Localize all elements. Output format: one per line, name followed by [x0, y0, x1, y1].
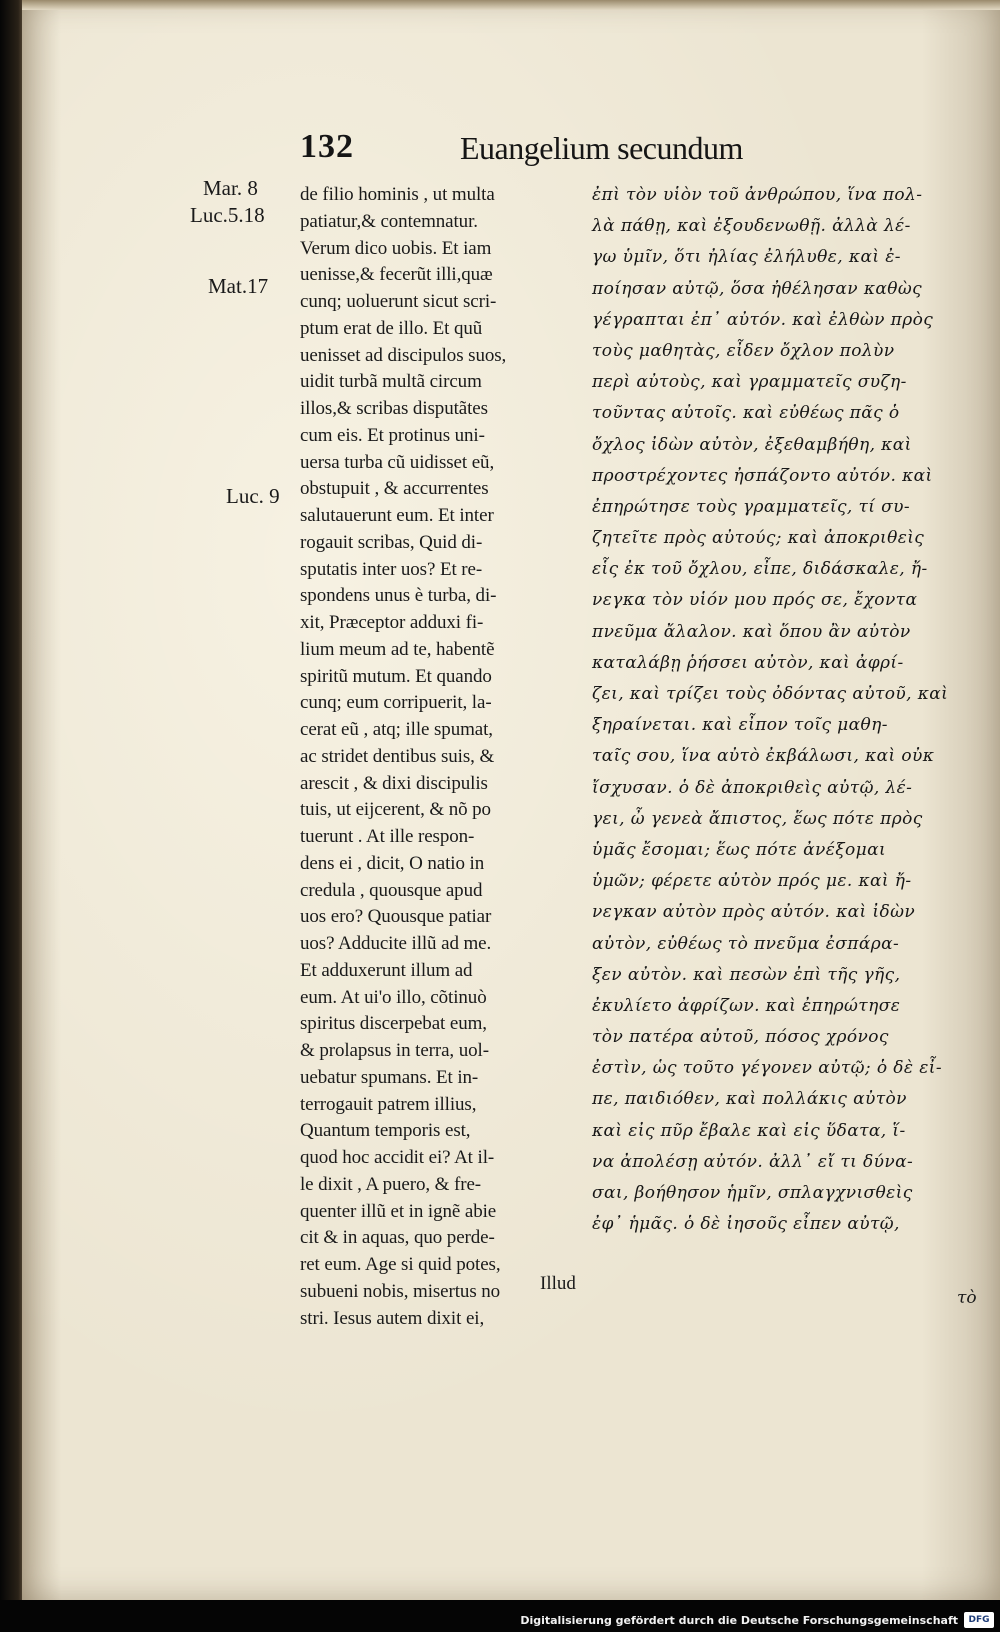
latin-line: terrogauit patrem illius,	[300, 1093, 477, 1115]
latin-line: eum. At ui'o illo, cõtinuò	[300, 986, 487, 1008]
greek-line: ἐπηρώτησε τοὺς γραμματεῖς, τί συ-	[592, 496, 911, 517]
page-header	[300, 128, 820, 184]
greek-line: πε, παιδιόθεν, καὶ πολλάκις αὐτὸν	[592, 1089, 907, 1110]
greek-line: γει, ὦ γενεὰ ἄπιστος, ἕως πότε πρὸς	[592, 808, 923, 829]
latin-line: ret eum. Age si quid potes,	[300, 1254, 501, 1275]
greek-line: τοῦντας αὐτοῖς. καὶ εὐθέως πᾶς ὁ	[592, 403, 900, 424]
latin-line: illos,& scribas disputãtes	[300, 398, 488, 419]
greek-signature: τὸ	[957, 1288, 977, 1308]
greek-line: αὐτὸν, εὐθέως τὸ πνεῦμα ἐσπάρα-	[592, 933, 900, 954]
latin-line: subueni nobis, misertus no	[300, 1280, 501, 1302]
latin-line: de filio hominis , ut multa	[300, 184, 495, 205]
catchword: Illud	[540, 1273, 576, 1294]
greek-line: γέγραπται ἐπ᾽ αὐτόν. καὶ ἐλθὼν πρὸς	[592, 309, 934, 330]
greek-line: καταλάβῃ ῥήσσει αὐτὸν, καὶ ἀφρί-	[592, 652, 904, 673]
greek-line: τὸν πατέρα αὐτοῦ, πόσος χρόνος	[592, 1027, 889, 1048]
latin-line: stri. Iesus autem dixit ei,	[300, 1307, 485, 1329]
page-top-edge	[22, 0, 1000, 10]
greek-line: περὶ αὐτοὺς, καὶ γραμματεῖς συζη-	[592, 372, 907, 393]
margin-ref-mat17: Mat.17	[208, 274, 269, 298]
latin-line: arescit , & dixi discipulis	[300, 772, 488, 794]
greek-line: ὄχλος ἰδὼν αὐτὸν, ἐξεθαμβήθη, καὶ	[592, 434, 912, 455]
greek-text-column	[592, 180, 972, 1240]
latin-line: spiritus discerpebat eum,	[300, 1013, 487, 1035]
greek-line: ἐστὶν, ὡς τοῦτο γέγονεν αὐτῷ; ὁ δὲ εἶ-	[592, 1058, 942, 1079]
latin-line: xit, Præceptor adduxi fi-	[300, 612, 484, 633]
latin-line: cerat eũ , atq; ille spumat,	[300, 719, 493, 740]
latin-line: uebatur spumans. Et in-	[300, 1066, 479, 1088]
latin-line: le dixit , A puero, & fre-	[300, 1173, 482, 1195]
greek-line: νεγκαν αὐτὸν πρὸς αὐτόν. καὶ ἰδὼν	[592, 902, 916, 923]
running-head: Euangelium secundum	[460, 130, 743, 166]
latin-line: quod hoc accidit ei? At il-	[300, 1147, 495, 1168]
latin-line: cunq; eum corripuerit, la-	[300, 692, 492, 714]
latin-line: uos ero? Quousque patiar	[300, 906, 492, 928]
greek-line: εἷς ἐκ τοῦ ὄχλου, εἶπε, διδάσκαλε, ἤ-	[592, 559, 928, 580]
margin-ref-mar8: Mar. 8	[203, 176, 258, 200]
greek-line: σαι, βοήθησον ἡμῖν, σπλαγχνισθεὶς	[592, 1183, 913, 1203]
latin-line: uidit turbã multã circum	[300, 371, 482, 393]
greek-line: ἐκυλίετο ἀφρίζων. καὶ ἐπηρώτησε	[592, 995, 901, 1016]
greek-line: καὶ εἰς πῦρ ἔβαλε καὶ εἰς ὕδατα, ἵ-	[592, 1120, 906, 1141]
latin-line: sputatis inter uos? Et re-	[300, 558, 483, 580]
latin-line: rogauit scribas, Quid di-	[300, 531, 483, 553]
latin-line: salutauerunt eum. Et inter	[300, 505, 494, 526]
latin-line: uenisset ad discipulos suos,	[300, 344, 507, 366]
latin-line: dens ei , dicit, O natio in	[300, 852, 485, 874]
latin-line: credula , quousque apud	[300, 879, 483, 901]
latin-text-column	[300, 182, 595, 1332]
greek-line: τοὺς μαθητὰς, εἶδεν ὄχλον πολὺν	[592, 340, 895, 361]
latin-line: Quantum temporis est,	[300, 1120, 471, 1142]
greek-line: ταῖς σου, ἵνα αὐτὸ ἐκβάλωσι, καὶ οὐκ	[592, 746, 935, 767]
greek-line: λὰ πάθῃ, καὶ ἐξουδενωθῇ. ἀλλὰ λέ-	[592, 216, 911, 237]
latin-line: quenter illũ et in ignẽ abie	[300, 1200, 497, 1222]
greek-line: νεγκα τὸν υἱόν μου πρός σε, ἔχοντα	[592, 590, 918, 611]
greek-line: ὑμᾶς ἔσομαι; ἕως πότε ἀνέξομαι	[592, 839, 887, 860]
latin-line: tuerunt . At ille respon-	[300, 826, 475, 847]
latin-line: spondens unus è turba, di-	[300, 585, 497, 607]
latin-line: Verum dico uobis. Et iam	[300, 237, 492, 259]
latin-line: lium meum ad te, habentẽ	[300, 638, 495, 660]
latin-line: & prolapsus in terra, uol-	[300, 1040, 489, 1061]
greek-line: ζητεῖτε πρὸς αὐτούς; καὶ ἀποκριθεὶς	[592, 528, 925, 549]
latin-line: uenisse,& fecerũt illi,quæ	[300, 264, 493, 286]
latin-line: cunq; uoluerunt sicut scri-	[300, 291, 497, 312]
latin-line: tuis, ut eijcerent, & nõ po	[300, 799, 491, 821]
latin-line: ac stridet dentibus suis, &	[300, 745, 495, 767]
latin-line: obstupuit , & accurrentes	[300, 478, 489, 500]
greek-line: ξεν αὐτὸν. καὶ πεσὼν ἐπὶ τῆς γῆς,	[592, 964, 901, 985]
latin-line: patiatur,& contemnatur.	[300, 210, 478, 232]
greek-line: να ἀπολέσῃ αὐτόν. ἀλλ᾽ εἴ τι δύνα-	[592, 1151, 914, 1172]
latin-line: cit & in aquas, quo perde-	[300, 1227, 495, 1249]
greek-line: ἐπὶ τὸν υἱὸν τοῦ ἀνθρώπου, ἵνα πολ-	[592, 185, 923, 205]
greek-line: ξηραίνεται. καὶ εἶπον τοῖς μαθη-	[592, 715, 888, 736]
dfg-logo: DFG	[964, 1612, 994, 1628]
latin-line: spiritũ mutum. Et quando	[300, 665, 492, 687]
greek-line: ἐφ᾽ ἡμᾶς. ὁ δὲ ἰησοῦς εἶπεν αὐτῷ,	[592, 1214, 900, 1235]
footer-credit: Digitalisierung gefördert durch die Deutsche Forschungsgemeinschaft	[520, 1614, 958, 1627]
greek-line: γω ὑμῖν, ὅτι ἠλίας ἐλήλυθε, καὶ ἐ-	[592, 247, 901, 268]
latin-line: uos? Adducite illũ ad me.	[300, 933, 492, 954]
page-number: 132	[300, 128, 354, 165]
greek-line: ποίησαν αὐτῷ, ὅσα ἠθέλησαν καθὼς	[592, 278, 923, 299]
margin-ref-luc9: Luc. 9	[226, 484, 280, 508]
latin-line: uersa turba cũ uidisset eũ,	[300, 451, 495, 473]
latin-line: cum eis. Et protinus uni-	[300, 424, 485, 446]
greek-line: ζει, καὶ τρίζει τοὺς ὀδόντας αὐτοῦ, καὶ	[592, 684, 949, 704]
latin-line: ptum erat de illo. Et quũ	[300, 317, 483, 339]
greek-line: πνεῦμα ἄλαλον. καὶ ὅπου ἂν αὐτὸν	[592, 621, 911, 642]
latin-line: Et adduxerunt illum ad	[300, 959, 473, 981]
greek-line: προστρέχοντες ἠσπάζοντο αὐτόν. καὶ	[592, 465, 933, 486]
greek-line: ὑμῶν; φέρετε αὐτὸν πρός με. καὶ ἤ-	[592, 871, 912, 892]
greek-line: ἴσχυσαν. ὁ δὲ ἀποκριθεὶς αὐτῷ, λέ-	[592, 777, 913, 798]
margin-ref-luc518: Luc.5.18	[190, 203, 265, 227]
